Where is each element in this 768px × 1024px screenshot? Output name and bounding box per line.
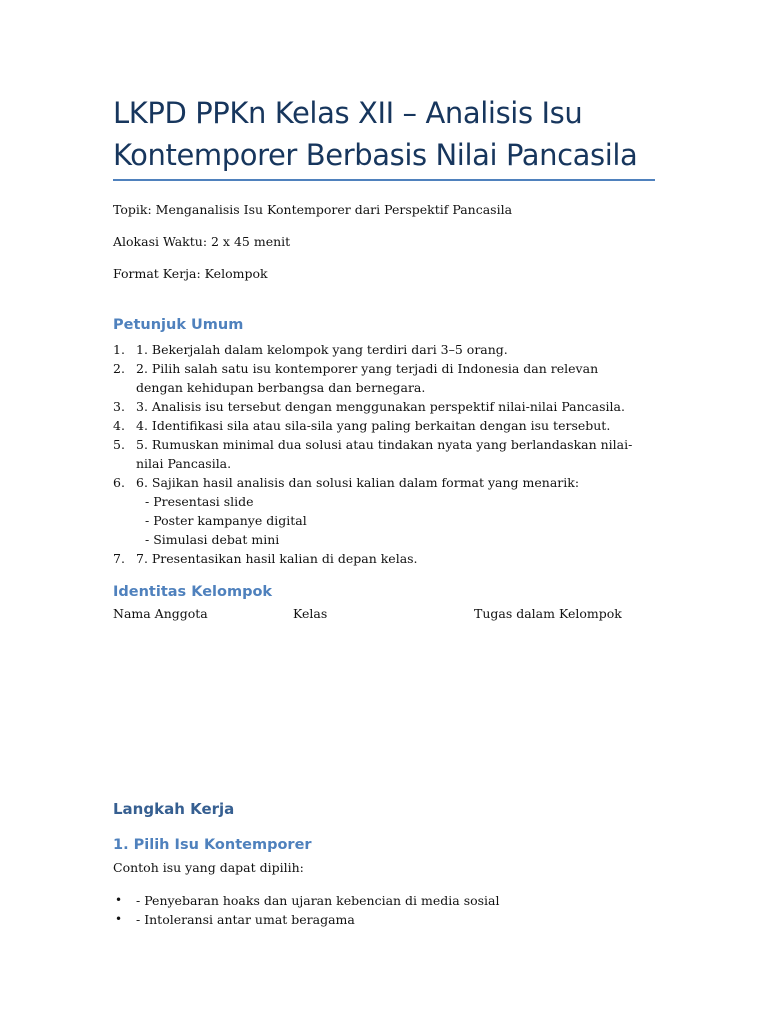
langkah-kerja-heading: Langkah Kerja: [113, 800, 235, 818]
list-number: 2.: [113, 361, 125, 376]
step-1-heading: 1. Pilih Isu Kontemporer: [113, 837, 312, 853]
list-item: [113, 891, 500, 910]
list-item: [113, 397, 643, 416]
alokasi-waktu-text: Alokasi Waktu: 2 x 45 menit: [113, 234, 291, 249]
list-item: [113, 549, 643, 568]
title-line-1: LKPD PPKn Kelas XII – Analisis Isu: [113, 96, 583, 130]
document-title: [113, 92, 673, 176]
contoh-isu-intro: Contoh isu yang dapat dipilih:: [113, 860, 304, 875]
contoh-isu-list: [113, 891, 500, 929]
list-item-text: 1. Bekerjalah dalam kelompok yang terdiri dari 3–5 orang.: [136, 342, 508, 357]
list-item: [113, 435, 643, 473]
petunjuk-umum-heading: Petunjuk Umum: [113, 317, 244, 333]
topik-text: Topik: Menganalisis Isu Kontemporer dari Perspektif Pancasila: [113, 202, 513, 217]
list-item: [113, 910, 500, 929]
list-number: 3.: [113, 399, 125, 414]
sub-item: - Presentasi slide: [145, 494, 254, 509]
list-item-text: 5. Rumuskan minimal dua solusi atau tindakan nyata yang berlandaskan nilai-nilai Pancasila.: [136, 437, 633, 471]
list-item-text: 6. Sajikan hasil analisis dan solusi kalian dalam format yang menarik:: [136, 475, 580, 490]
bullet-icon: •: [115, 893, 123, 907]
list-item-text: - Penyebaran hoaks dan ujaran kebencian di media sosial: [136, 893, 500, 908]
list-number: 6.: [113, 475, 125, 490]
list-number: 7.: [113, 551, 125, 566]
title-line-2: Kontemporer Berbasis Nilai Pancasila: [113, 138, 638, 172]
list-number: 5.: [113, 437, 125, 452]
list-number: 4.: [113, 418, 125, 433]
sub-item: - Simulasi debat mini: [145, 532, 280, 547]
list-number: 1.: [113, 342, 125, 357]
column-nama-anggota: Nama Anggota: [113, 606, 208, 621]
list-item: [113, 359, 643, 397]
list-item: [113, 416, 643, 435]
list-item: [113, 340, 643, 359]
list-item-text: 3. Analisis isu tersebut dengan menggunakan perspektif nilai-nilai Pancasila.: [136, 399, 625, 414]
list-item-text: 7. Presentasikan hasil kalian di depan kelas.: [136, 551, 418, 566]
list-item-text: 4. Identifikasi sila atau sila-sila yang paling berkaitan dengan isu tersebut.: [136, 418, 611, 433]
identitas-kelompok-heading: Identitas Kelompok: [113, 584, 273, 600]
format-kerja-text: Format Kerja: Kelompok: [113, 266, 268, 281]
title-underline: [113, 179, 655, 181]
list-item-text: 2. Pilih salah satu isu kontemporer yang terjadi di Indonesia dan relevan dengan kehidupan berbangsa dan bernegara.: [136, 361, 599, 395]
list-item-text: - Intoleransi antar umat beragama: [136, 912, 355, 927]
petunjuk-list: [113, 340, 643, 568]
column-kelas: Kelas: [293, 606, 328, 621]
list-item: [113, 473, 643, 549]
column-tugas-dalam-kelompok: Tugas dalam Kelompok: [474, 606, 622, 621]
bullet-icon: •: [115, 912, 123, 926]
sub-item: - Poster kampanye digital: [145, 513, 307, 528]
